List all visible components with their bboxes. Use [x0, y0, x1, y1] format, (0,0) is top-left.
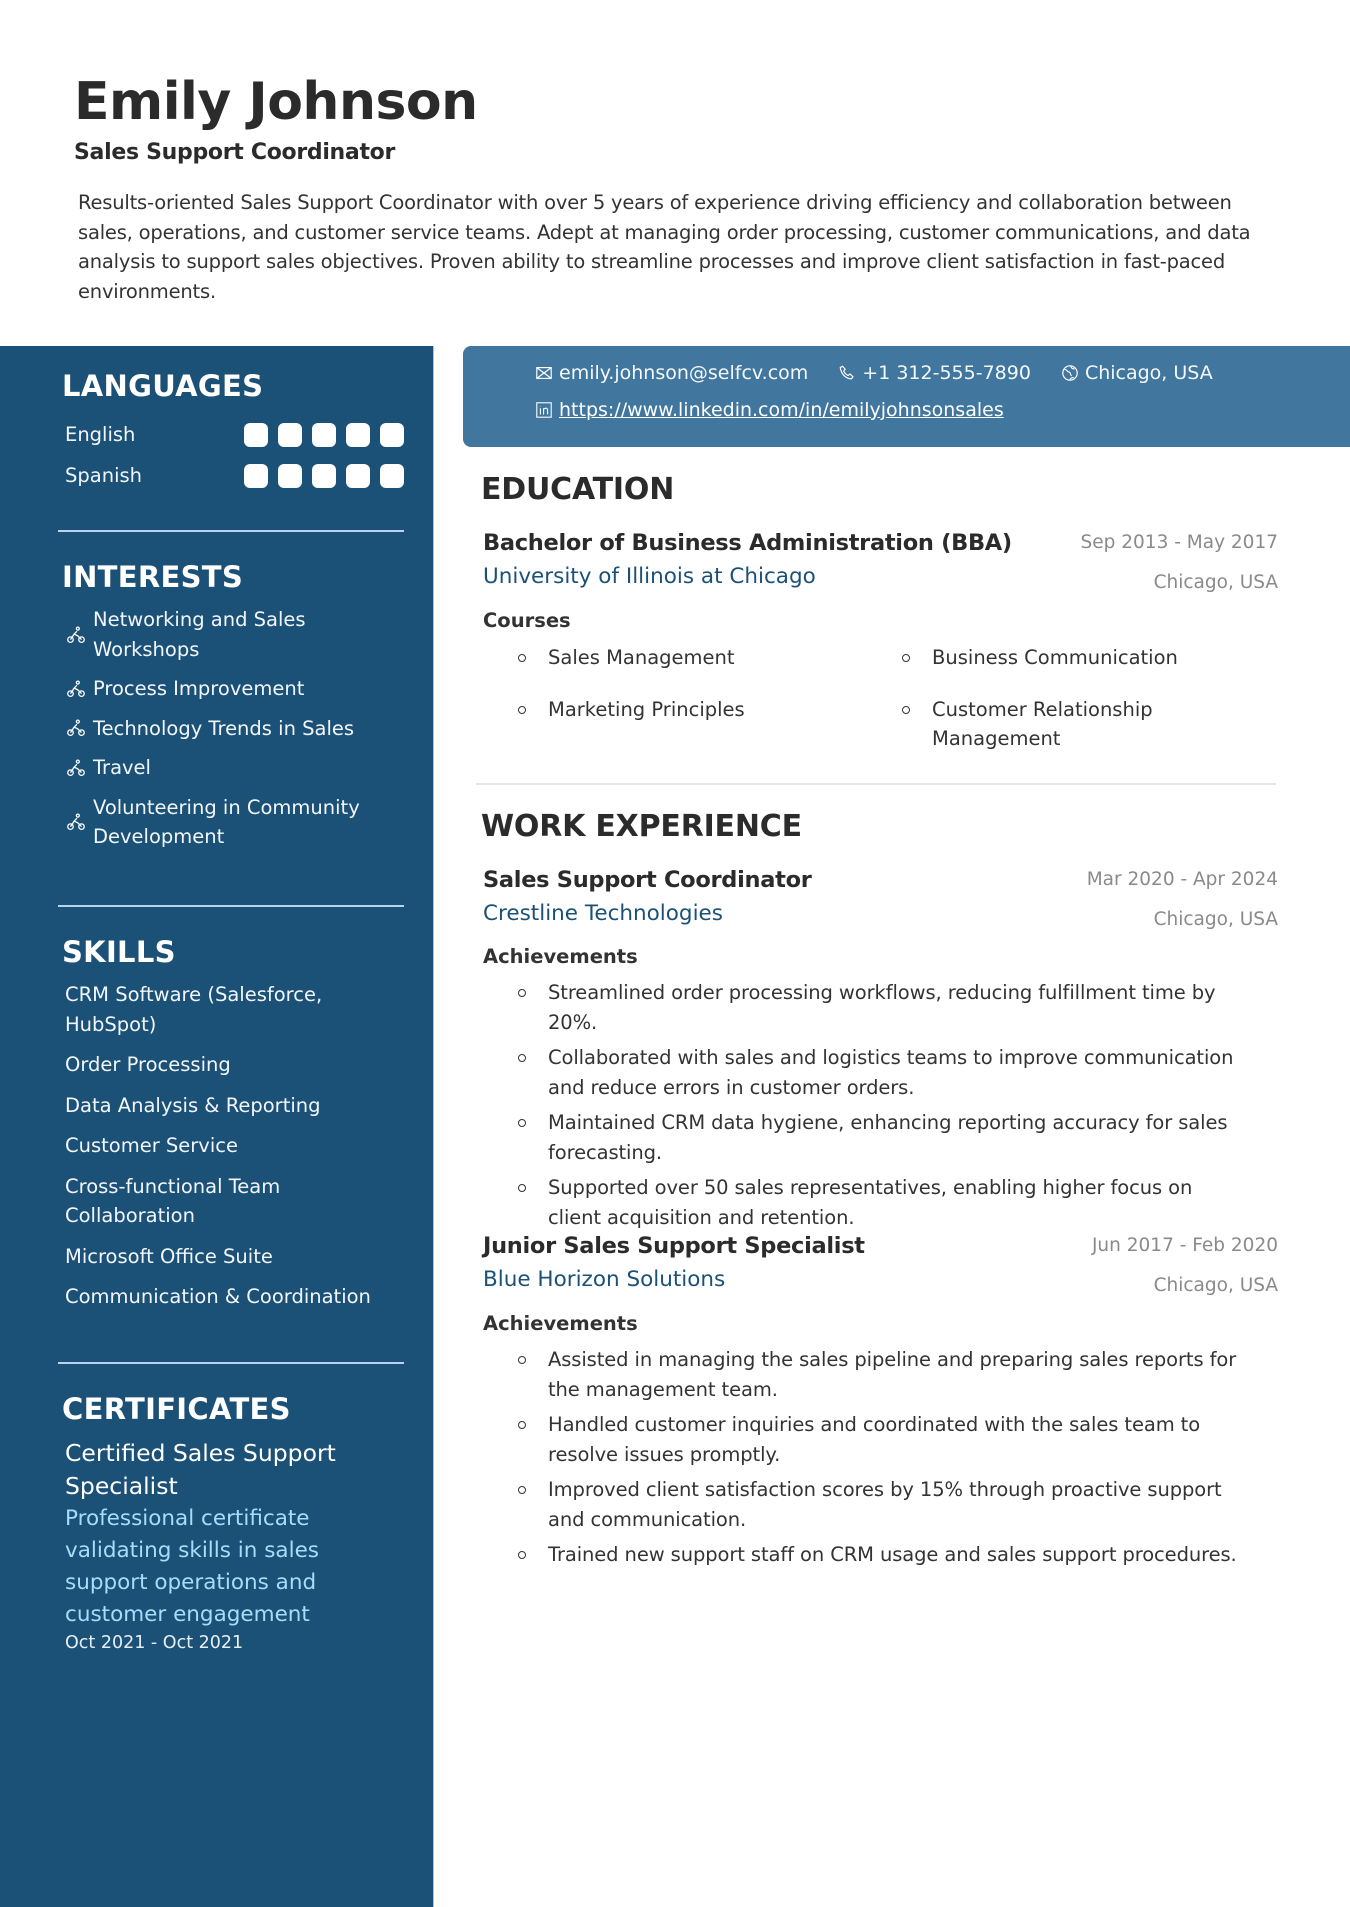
- course-item: Sales Management: [518, 643, 902, 673]
- achievement-item: Collaborated with sales and logistics teams to improve communication and reduce errors in customer orders.: [518, 1043, 1248, 1102]
- job-location: Chicago, USA: [1153, 909, 1278, 930]
- interest-item: [58, 674, 404, 704]
- bullet-circle-icon: [518, 1410, 534, 1469]
- cyclist-icon: [65, 624, 87, 646]
- language-item: [58, 414, 404, 455]
- courses-label: Courses: [483, 609, 571, 632]
- interest-label: Technology Trends in Sales: [93, 716, 355, 740]
- skill-item: Cross-functional Team Collaboration: [65, 1174, 281, 1227]
- cyclist-icon: [65, 717, 87, 739]
- linkedin-icon: [535, 401, 553, 419]
- language-item: [58, 455, 404, 496]
- bullet-circle-icon: [518, 1540, 534, 1570]
- bullet-circle-icon: [902, 695, 918, 754]
- bullet-circle-icon: [518, 1345, 534, 1404]
- rating-dot: [380, 464, 404, 488]
- job-location: Chicago, USA: [1153, 1275, 1278, 1296]
- cyclist-icon: [65, 757, 87, 779]
- achievement-item: Supported over 50 sales representatives, enabling higher focus on client acquisition and retention.: [518, 1173, 1248, 1232]
- rating-dot: [346, 464, 370, 488]
- skill-item: Customer Service: [65, 1134, 238, 1157]
- achievements-list: [518, 1345, 1248, 1576]
- interest-label: Travel: [93, 756, 151, 779]
- bullet-circle-icon: [518, 643, 534, 673]
- phone-text: +1 312-555-7890: [862, 362, 1031, 384]
- rating-dot: [278, 423, 302, 447]
- section-divider: [58, 905, 404, 907]
- degree-title: Bachelor of Business Administration (BBA): [483, 530, 1012, 556]
- interest-item: [58, 793, 404, 852]
- globe-icon: [1061, 364, 1079, 382]
- contact-row: [535, 362, 1243, 384]
- language-level-rating: [244, 464, 404, 488]
- contact-phone[interactable]: [838, 362, 1031, 384]
- achievement-item: Maintained CRM data hygiene, enhancing reporting accuracy for sales forecasting.: [518, 1108, 1248, 1167]
- contact-linkedin[interactable]: [535, 399, 1004, 421]
- bullet-circle-icon: [518, 1475, 534, 1534]
- interest-label: Volunteering in Community Development: [93, 795, 360, 848]
- language-name: Spanish: [65, 464, 143, 487]
- email-text: emily.johnson@selfcv.com: [559, 362, 809, 384]
- certificate-name: Certified Sales Support Specialist: [65, 1439, 336, 1500]
- envelope-icon: [535, 364, 553, 382]
- rating-dot: [380, 423, 404, 447]
- achievement-item: Improved client satisfaction scores by 15% through proactive support and communication.: [518, 1475, 1248, 1534]
- bullet-circle-icon: [518, 1043, 534, 1102]
- interest-label: Process Improvement: [93, 677, 305, 700]
- cyclist-icon: [65, 678, 87, 700]
- section-divider: [476, 783, 1276, 785]
- skill-item: Microsoft Office Suite: [65, 1244, 273, 1268]
- language-level-rating: [244, 423, 404, 447]
- bullet-circle-icon: [518, 695, 534, 754]
- rating-dot: [244, 464, 268, 488]
- rating-dot: [244, 423, 268, 447]
- rating-dot: [312, 464, 336, 488]
- bullet-circle-icon: [902, 643, 918, 673]
- interest-item: [58, 753, 404, 783]
- course-item: Marketing Principles: [518, 695, 902, 754]
- section-divider: [58, 1362, 404, 1364]
- achievement-item: Handled customer inquiries and coordinated with the sales team to resolve issues promptly.: [518, 1410, 1248, 1469]
- interests-section: [58, 559, 404, 862]
- candidate-title: Sales Support Coordinator: [74, 140, 396, 165]
- rating-dot: [278, 464, 302, 488]
- contact-bar: [463, 346, 1350, 447]
- company-name: Crestline Technologies: [483, 901, 723, 926]
- experience-heading: WORK EXPERIENCE: [481, 809, 802, 844]
- education-location: Chicago, USA: [1153, 572, 1278, 593]
- skill-item: Data Analysis & Reporting: [65, 1093, 321, 1117]
- contact-row: [535, 399, 1034, 421]
- achievement-item: Assisted in managing the sales pipeline and preparing sales reports for the management team.: [518, 1345, 1248, 1404]
- skill-item: Communication & Coordination: [65, 1285, 371, 1308]
- achievements-label: Achievements: [483, 1312, 638, 1335]
- school-name: University of Illinois at Chicago: [483, 564, 816, 589]
- rating-dot: [312, 423, 336, 447]
- course-item: Business Communication: [902, 643, 1278, 673]
- skill-item: CRM Software (Salesforce, HubSpot): [65, 983, 323, 1036]
- resume-header: [0, 0, 1350, 346]
- phone-icon: [838, 364, 856, 382]
- languages-heading: LANGUAGES: [62, 369, 264, 403]
- candidate-name: Emily Johnson: [74, 72, 478, 132]
- job-title: Sales Support Coordinator: [483, 867, 812, 893]
- company-name: Blue Horizon Solutions: [483, 1267, 726, 1292]
- contact-email[interactable]: [535, 362, 808, 384]
- education-heading: EDUCATION: [481, 472, 675, 507]
- certificates-heading: CERTIFICATES: [62, 1392, 291, 1426]
- cyclist-icon: [65, 811, 87, 833]
- bullet-circle-icon: [518, 1108, 534, 1167]
- certificates-section: [58, 1391, 404, 1655]
- courses-list: [518, 643, 1278, 754]
- job-date: Mar 2020 - Apr 2024: [1086, 869, 1278, 890]
- interest-item: [58, 714, 404, 744]
- languages-section: [58, 368, 404, 496]
- sidebar: [0, 346, 434, 1907]
- skills-heading: SKILLS: [62, 935, 176, 969]
- course-item: Customer Relationship Management: [902, 695, 1278, 754]
- bullet-circle-icon: [518, 1173, 534, 1232]
- achievements-label: Achievements: [483, 945, 638, 968]
- linkedin-link[interactable]: https://www.linkedin.com/in/emilyjohnsonsales: [559, 399, 1004, 421]
- certificate-date: Oct 2021 - Oct 2021: [65, 1633, 244, 1653]
- skills-section: [58, 934, 404, 1323]
- skill-item: Order Processing: [65, 1053, 231, 1076]
- contact-location: [1061, 362, 1213, 384]
- bullet-circle-icon: [518, 978, 534, 1037]
- achievements-list: [518, 978, 1248, 1238]
- location-text: Chicago, USA: [1084, 362, 1213, 384]
- interests-heading: INTERESTS: [62, 560, 244, 594]
- interest-item: [58, 605, 404, 664]
- section-divider: [58, 530, 404, 532]
- rating-dot: [346, 423, 370, 447]
- job-title: Junior Sales Support Specialist: [483, 1233, 865, 1259]
- professional-summary: Results-oriented Sales Support Coordinator with over 5 years of experience driving efficiency and collaboration between sales, operations, and customer service teams. Adept at managing order processing, customer communications, and data analysis to support sales objectives. Proven ability to streamline processes and improve client satisfaction in fast-paced environments.: [78, 191, 1251, 303]
- job-date: Jun 2017 - Feb 2020: [1091, 1235, 1278, 1256]
- language-name: English: [65, 423, 136, 446]
- achievement-item: Streamlined order processing workflows, reducing fulfillment time by 20%.: [518, 978, 1248, 1037]
- achievement-item: Trained new support staff on CRM usage and sales support procedures.: [518, 1540, 1248, 1570]
- interest-label: Networking and Sales Workshops: [93, 608, 306, 661]
- certificate-description: Professional certificate validating skills in sales support operations and customer engagement: [65, 1506, 320, 1627]
- education-date: Sep 2013 - May 2017: [1080, 532, 1278, 553]
